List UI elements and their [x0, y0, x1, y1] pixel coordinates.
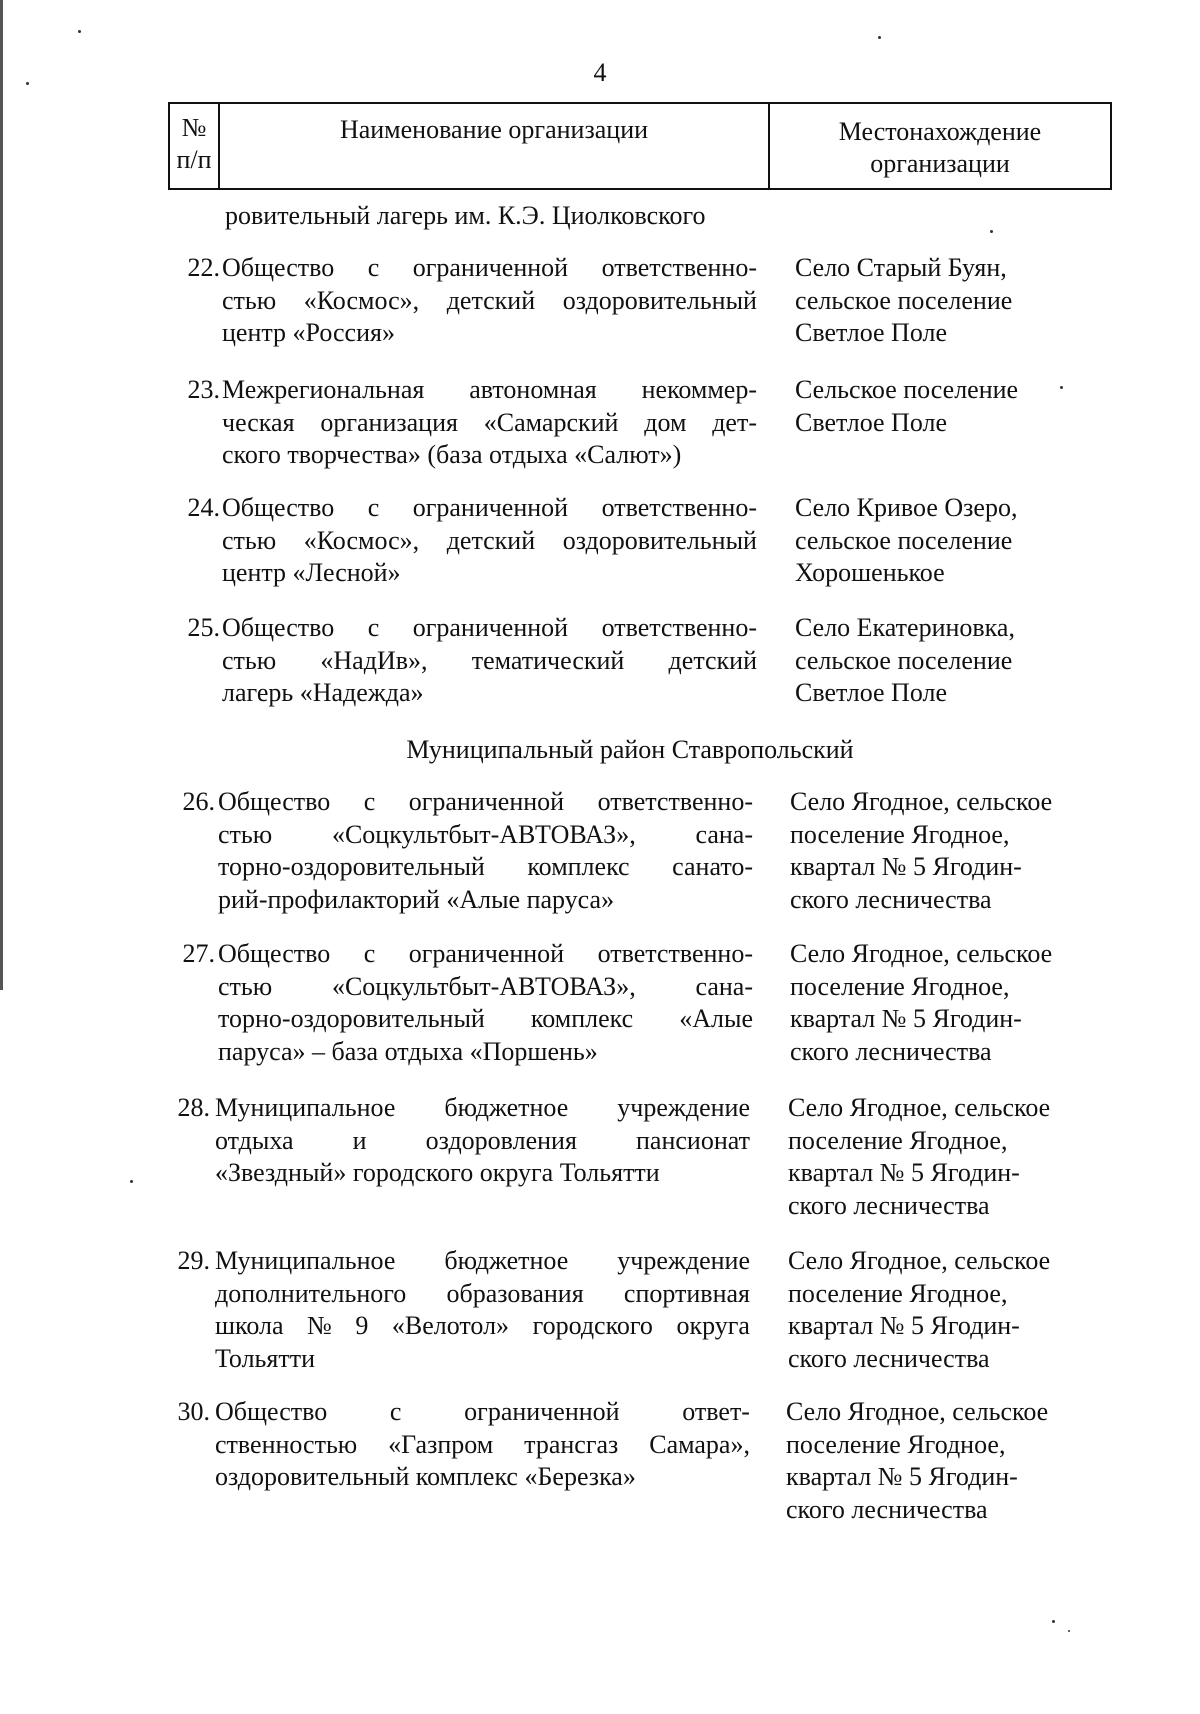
header-location-cell [770, 104, 1110, 188]
word: «Космос», [303, 525, 420, 555]
word: с [367, 493, 380, 522]
entry-name-line [222, 525, 757, 558]
entry-location-line: поселение Ягодное, [788, 1278, 1008, 1308]
table-header [168, 102, 1112, 190]
header-number-label: № [181, 113, 207, 142]
entry-number: 25. [187, 613, 220, 642]
word: ответ- [682, 1397, 750, 1426]
word: ограниченной [464, 1397, 620, 1426]
word: учреждение [617, 1246, 750, 1275]
word: Общество [218, 939, 331, 968]
word: комплекс [530, 1004, 634, 1033]
word: с [367, 253, 380, 282]
entry-location-line: поселение Ягодное, [790, 971, 1010, 1001]
header-number-sublabel: п/п [176, 145, 212, 174]
entry-name-line [215, 1245, 750, 1278]
word: Муниципальное [215, 1093, 396, 1122]
word: «НадИв», [320, 645, 428, 675]
word: Общество [222, 253, 335, 282]
entry-location-line: ского лесничества [790, 884, 992, 914]
entry-name-line [222, 612, 757, 645]
entry-name-line [218, 1003, 753, 1036]
word: Общество [222, 613, 335, 642]
entry-location-line: поселение Ягодное, [786, 1429, 1006, 1459]
entry-name-line [218, 971, 753, 1004]
entry-name [215, 1245, 750, 1375]
entry-location-line: сельское поселение [795, 645, 1013, 675]
word: Межрегиональная [222, 375, 425, 404]
entry-location-line: Село Кривое Озеро, [795, 493, 1018, 522]
word: тематический [471, 645, 625, 675]
entry-name-line [222, 645, 757, 678]
word: стью [222, 525, 277, 555]
word: ограниченной [412, 613, 569, 642]
header-location-sublabel: организации [870, 149, 1010, 178]
word: «Космос», [303, 285, 420, 315]
entry-location-line: ского лесничества [790, 1036, 992, 1066]
header-location-label: Местонахождение [838, 117, 1042, 146]
scan-speck [78, 30, 81, 33]
word: стью [218, 971, 273, 1001]
entry-number: 28. [177, 1093, 210, 1122]
scan-speck [990, 230, 993, 233]
entry-name [222, 612, 757, 710]
word: ограниченной [408, 939, 565, 968]
entry-location-line: Светлое Поле [795, 678, 948, 707]
entry-name-line [218, 819, 753, 852]
entry-location-line: сельское поселение [795, 285, 1013, 315]
page-number: 4 [593, 58, 607, 87]
entry-location-line: Село Ягодное, сельское [788, 1246, 1051, 1275]
word: образования [446, 1278, 584, 1308]
entry-location-line: Сельское поселение [795, 375, 1019, 404]
entry-location-line: квартал № 5 Ягодин- [788, 1311, 1020, 1340]
entry-name-line [222, 492, 757, 525]
entry-location-line: ского лесничества [788, 1343, 990, 1373]
word: ответственно- [601, 613, 757, 642]
word: детский [668, 645, 757, 675]
entry-name [218, 938, 753, 1068]
word: с [363, 939, 376, 968]
entry-name [222, 374, 757, 472]
entry-name-line: лагерь «Надежда» [222, 678, 424, 707]
word: Общество [215, 1397, 328, 1426]
entry-name-line [218, 851, 753, 884]
header-name-cell [220, 104, 770, 188]
word: ческая [222, 407, 295, 437]
entry-location-line: квартал № 5 Ягодин- [790, 1004, 1022, 1033]
entry-location-line: Село Ягодное, сельское [788, 1093, 1051, 1122]
entry-name [215, 1092, 750, 1190]
district-heading: Муниципальный район Ставропольский [406, 735, 854, 764]
entry-location-line: квартал № 5 Ягодин- [790, 852, 1022, 881]
entry-name-line: центр «Лесной» [222, 558, 401, 587]
entry-name-line: «Звездный» городского округа Тольятти [215, 1158, 660, 1187]
entry-name [222, 252, 757, 350]
word: торно-оздоровительный [218, 1004, 485, 1033]
entry-number: 29. [177, 1246, 210, 1275]
continuation-text: ровительный лагерь им. К.Э. Циолковского [225, 201, 706, 230]
entry-name-line [222, 374, 757, 407]
word: с [363, 787, 376, 816]
word: сана- [695, 819, 753, 849]
word: автономная [469, 375, 597, 404]
word: «Соцкультбыт-АВТОВАЗ», [331, 971, 636, 1001]
word: торно-оздоровительный [218, 852, 485, 881]
entry-name-line [222, 252, 757, 285]
entry-location-line: поселение Ягодное, [790, 819, 1010, 849]
word: санато- [672, 852, 753, 881]
entry-number: 26. [182, 787, 215, 816]
word: ответственно- [597, 787, 753, 816]
entry-location [795, 612, 1115, 710]
entry-name-line: центр «Россия» [222, 318, 395, 347]
word: «Соцкультбыт-АВТОВАЗ», [331, 819, 636, 849]
word: Самара», [649, 1429, 750, 1459]
entry-name-line [215, 1278, 750, 1311]
word: «Велотол» [391, 1311, 510, 1340]
word: стью [222, 285, 277, 315]
entry-location-line: Светлое Поле [795, 318, 948, 347]
word: ограниченной [408, 787, 565, 816]
word: дет- [712, 407, 757, 437]
entry-location [790, 938, 1110, 1068]
entry-location-line: ского лесничества [788, 1190, 990, 1220]
word: и [352, 1125, 367, 1155]
word: округа [676, 1311, 750, 1340]
entry-name-line [215, 1396, 750, 1429]
entry-name [222, 492, 757, 590]
entry-name-line [215, 1429, 750, 1462]
entry-name-line: паруса» – база отдыха «Поршень» [218, 1036, 598, 1066]
entry-name-line [215, 1125, 750, 1158]
word: с [389, 1397, 402, 1426]
scan-speck [130, 1180, 133, 1183]
word: школа [215, 1311, 284, 1340]
entry-location-line: Село Екатериновка, [795, 613, 1015, 642]
header-number-cell [170, 104, 220, 188]
word: городского [532, 1311, 653, 1340]
entry-name-line: ского творчества» (база отдыха «Салют») [222, 440, 682, 469]
scan-speck [26, 82, 29, 85]
word: «Алые [679, 1004, 753, 1033]
word: «Самарский [483, 407, 619, 437]
word: 9 [355, 1311, 369, 1340]
entry-location [788, 1092, 1108, 1222]
entry-location-line: ского лесничества [786, 1494, 988, 1524]
word: трансгаз [524, 1429, 619, 1459]
word: дополнительного [215, 1278, 407, 1308]
entry-location-line: Село Ягодное, сельское [790, 787, 1053, 816]
word: спортивная [623, 1278, 750, 1308]
word: ограниченной [412, 253, 569, 282]
scan-speck [878, 36, 881, 39]
scan-speck [1052, 1620, 1055, 1623]
word: учреждение [617, 1093, 750, 1122]
word: ственностью [215, 1429, 358, 1459]
word: стью [222, 645, 277, 675]
entry-location-line: квартал № 5 Ягодин- [786, 1462, 1018, 1491]
entry-location [795, 374, 1115, 439]
entry-number: 30. [177, 1397, 210, 1426]
entry-location-line: сельское поселение [795, 525, 1013, 555]
entry-number: 24. [187, 493, 220, 522]
entry-location-line: поселение Ягодное, [788, 1125, 1008, 1155]
entry-location [788, 1245, 1108, 1375]
word: с [367, 613, 380, 642]
word: некоммер- [641, 375, 757, 404]
word: оздоровительный [562, 525, 757, 555]
entry-name [218, 786, 753, 916]
entry-name-line [218, 786, 753, 819]
word: бюджетное [444, 1246, 569, 1275]
entry-name-line [215, 1092, 750, 1125]
entry-name-line [222, 285, 757, 318]
entry-name-line: Тольятти [215, 1343, 316, 1373]
scan-edge-line [0, 0, 3, 990]
word: оздоровления [425, 1125, 577, 1155]
entry-name-line: оздоровительный комплекс «Березка» [215, 1462, 636, 1491]
word: детский [446, 285, 536, 315]
header-name-label: Наименование организации [339, 115, 649, 144]
entry-number: 27. [182, 939, 215, 968]
word: ограниченной [412, 493, 569, 522]
word: сана- [695, 971, 753, 1001]
scan-speck [1060, 386, 1063, 389]
word: «Газпром [388, 1429, 494, 1459]
word: Общество [218, 787, 331, 816]
entry-location [795, 252, 1115, 350]
word: бюджетное [444, 1093, 569, 1122]
word: Муниципальное [215, 1246, 396, 1275]
entry-location [790, 786, 1110, 916]
word: дом [644, 407, 687, 437]
word: организация [320, 407, 458, 437]
word: детский [446, 525, 536, 555]
word: стью [218, 819, 273, 849]
word: № [307, 1311, 332, 1340]
word: ответственно- [601, 253, 757, 282]
entry-name-line [222, 407, 757, 440]
word: Общество [222, 493, 335, 522]
entry-name-line [218, 938, 753, 971]
entry-number: 23. [187, 375, 220, 404]
scan-speck [1068, 1630, 1070, 1632]
entry-location [786, 1396, 1106, 1526]
entry-name-line [215, 1310, 750, 1343]
entry-location-line: Село Старый Буян, [795, 253, 1007, 282]
word: пансионат [636, 1125, 750, 1155]
entry-location-line: Светлое Поле [795, 407, 948, 437]
word: ответственно- [597, 939, 753, 968]
word: отдыха [215, 1125, 294, 1155]
entry-number: 22. [187, 253, 220, 282]
word: оздоровительный [562, 285, 757, 315]
entry-location-line: Село Ягодное, сельское [786, 1397, 1049, 1426]
entry-location [795, 492, 1115, 590]
word: комплекс [527, 852, 630, 881]
word: ответственно- [601, 493, 757, 522]
entry-name [215, 1396, 750, 1494]
entry-location-line: Село Ягодное, сельское [790, 939, 1053, 968]
entry-name-line: рий-профилакторий «Алые паруса» [218, 884, 615, 914]
entry-location-line: Хорошенькое [795, 558, 945, 587]
entry-location-line: квартал № 5 Ягодин- [788, 1158, 1020, 1187]
